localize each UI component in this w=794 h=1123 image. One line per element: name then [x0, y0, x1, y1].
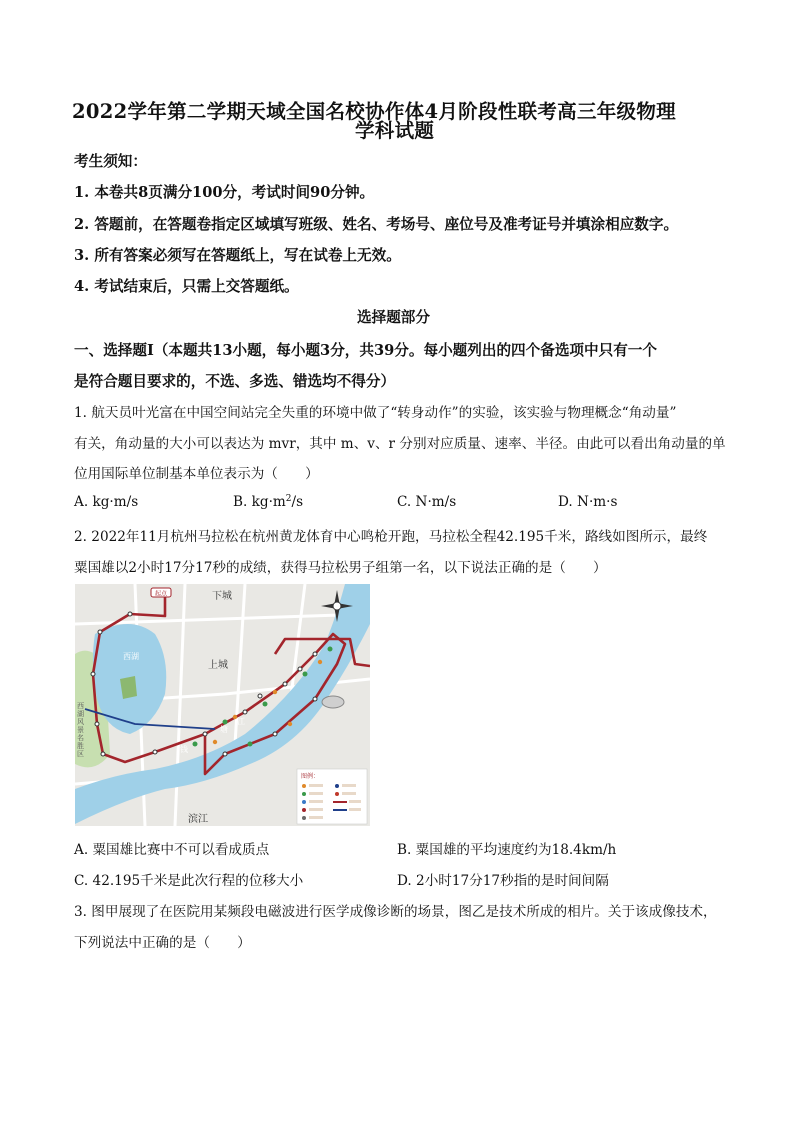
q3-line2: 下列说法中正确的是（ ） [74, 935, 251, 951]
section-intro-line1: 一、选择题Ⅰ（本题共13小题，每小题3分，共39分。每小题列出的四个备选项中只有一个 [74, 342, 657, 359]
q1-line2: 有关，角动量的大小可以表达为 mvr，其中 m、v、r 分别对应质量、速率、半径。由此可以看出角动量的单 [74, 436, 726, 452]
start-badge-label: 起点 [154, 590, 168, 598]
map-legend-title: 图例： [301, 773, 320, 780]
page-title-line1: 2022学年第二学期天域全国名校协作体4月阶段性联考高三年级物理 [72, 100, 676, 123]
q1-option-a: A. kg·m/s [74, 494, 139, 510]
map-label-river-2: 塘 [220, 725, 228, 734]
notice-item-1: 1. 本卷共8页满分100分，考试时间90分钟。 [74, 184, 375, 201]
q3-line1: 3. 图甲展现了在医院用某频段电磁波进行医学成像诊断的场景，图乙是技术所成的相片。关于该成像技术， [74, 904, 717, 920]
notice-heading: 考生须知： [74, 153, 147, 170]
map-label-xiacheng: 下城 [212, 591, 232, 602]
page-title-line2: 学科试题 [355, 119, 435, 142]
q2-option-d: D. 2小时17分17秒指的是时间间隔 [397, 873, 609, 889]
q1-option-c: C. N·m/s [397, 494, 457, 510]
map-label-xihu: 西湖 [123, 652, 139, 661]
map-svg [75, 584, 370, 826]
map-label-shangcheng: 上城 [208, 660, 228, 671]
q2-option-a: A. 粟国雄比赛中不可以看成质点 [74, 842, 270, 858]
notice-item-3: 3. 所有答案必须写在答题纸上，写在试卷上无效。 [74, 247, 401, 264]
section-intro-line2: 是符合题目要求的，不选、多选、错选均不得分） [74, 373, 396, 390]
map-lake-island [120, 676, 137, 699]
marathon-route-map [75, 584, 370, 826]
q1-option-b: B. $kg\cdot m^2/s$ [233, 494, 304, 510]
map-stadium-icon [322, 696, 344, 708]
q2-line2: 粟国雄以2小时17分17秒的成绩，获得马拉松男子组第一名，以下说法正确的是（ ） [74, 560, 607, 576]
notice-item-2: 2. 答题前，在答题卷指定区域填写班级、姓名、考场号、座位号及准考证号并填涂相应数字。 [74, 216, 679, 233]
map-label-river-3: 钱 [180, 745, 188, 754]
section-title: 选择题部分 [357, 309, 430, 326]
map-label-xihu-scenic: 西湖风景名胜区 [77, 702, 84, 758]
q2-option-c: C. 42.195千米是此次行程的位移大小 [74, 873, 304, 889]
q1-option-d: D. N·m·s [558, 494, 618, 510]
q2-option-b: B. 粟国雄的平均速度约为18.4km/h [397, 842, 617, 858]
q1-line1: 1. 航天员叶光富在中国空间站完全失重的环境中做了“转身动作”的实验，该实验与物理概念“角动量” [74, 405, 677, 421]
map-label-river-1: 江 [237, 717, 245, 726]
q2-line1: 2. 2022年11月杭州马拉松在杭州黄龙体育中心鸣枪开跑，马拉松全程42.195千米，路线如图所示，最终 [74, 529, 708, 545]
notice-item-4: 4. 考试结束后，只需上交答题纸。 [74, 278, 299, 295]
q1-line3: 位用国际单位制基本单位表示为（ ） [74, 466, 319, 482]
map-label-binjiang: 滨江 [188, 814, 208, 825]
